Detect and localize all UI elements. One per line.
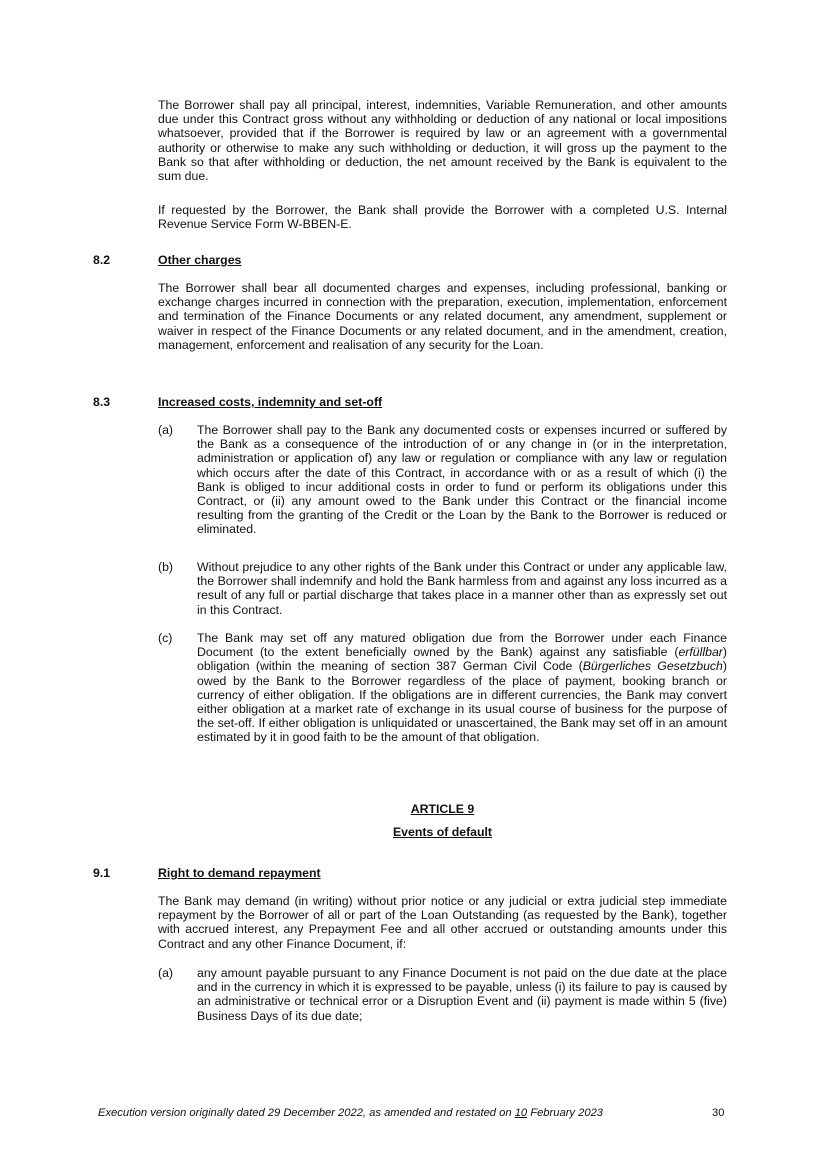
italic-term-bgb: Bürgerliches Gesetzbuch xyxy=(582,659,723,674)
section-9-1-heading: Right to demand repayment xyxy=(158,866,321,880)
article-title: ARTICLE 9 xyxy=(410,802,475,816)
section-8-2-number: 8.2 xyxy=(93,253,111,267)
section-9-1-text: The Bank may demand (in writing) without prior notice or any judicial or extra judicial step immediate repayment by the Borrower of all or part of the Loan Outstanding (as requested by the Bank), together with accrued interest, any Prepayment Fee and all other accrued or outstanding amounts under this Contract and any other Finance Document, if: xyxy=(158,894,727,951)
section-8-2-heading: Other charges xyxy=(158,253,242,267)
footer-version-note: Execution version originally dated 29 December 2022, as amended and restated on 10 February 2023 xyxy=(98,1107,604,1119)
italic-term-erfullbar: erfüllbar xyxy=(678,645,723,660)
section-8-3-number: 8.3 xyxy=(93,395,111,409)
item-9-1-a-text: any amount payable pursuant to any Finance Document is not paid on the due date at the place and in the currency in which it is expressed to be payable, unless (i) its failure to pay is caused by an administrative or technical error or a Disruption Event and (ii) payment is made within 5 (five) Business Days of its due date; xyxy=(197,966,727,1023)
section-8-2-text: The Borrower shall bear all documented charges and expenses, including professional, banking or exchange charges incurred in connection with the preparation, execution, implementation, enforcement and termination of the Finance Documents or any related document, any amendment, supplement or waiver in respect of the Finance Documents or any related document, and in the amendment, creation, management, enforcement and realisation of any security for the Loan. xyxy=(158,281,727,352)
item-b-text: Without prejudice to any other rights of the Bank under this Contract or under any applicable law, the Borrower shall indemnify and hold the Bank harmless from and against any loss incurred as a result of any full or partial discharge that takes place in a manner other than as expressly set out in this Contract. xyxy=(197,560,727,617)
item-a-label: (a) xyxy=(158,423,174,437)
article-subtitle: Events of default xyxy=(392,825,493,839)
item-c-text: The Bank may set off any matured obligation due from the Borrower under each Finance Document (to the extent beneficially owned by the Bank) against any satisfiable (erfüllbar) obligation (within the meaning of section 387 German Civil Code (Bürgerliches Gesetzbuch) owed by the Bank to the Borrower regardless of the place of payment, booking branch or currency of either obligation. If the obligations are in different currencies, the Bank may convert either obligation at a market rate of exchange in its usual course of business for the purpose of the set-off. If either obligation is unliquidated or unascertained, the Bank may set off in an amount estimated by it in good faith to be the amount of that obligation. xyxy=(197,631,728,745)
section-8-3-heading: Increased costs, indemnity and set-off xyxy=(158,395,383,409)
section-9-1-number: 9.1 xyxy=(93,866,111,880)
intro-paragraph-2: If requested by the Borrower, the Bank shall provide the Borrower with a completed U.S. Internal Revenue Service Form W-BBEN-E. xyxy=(158,203,727,232)
item-a-text: The Borrower shall pay to the Bank any documented costs or expenses incurred or suffered by the Bank as a consequence of the introduction of or any change in (or in the interpretation, administration or application of) any law or regulation or compliance with any law or regulation which occurs after the date of this Contract, in accordance with or as a result of which (i) the Bank is obliged to incur additional costs in order to fund or perform its obligations under this Contract, or (ii) any amount owed to the Bank under this Contract or the financial income resulting from the granting of the Credit or the Loan by the Bank to the Borrower is reduced or eliminated. xyxy=(197,423,727,537)
item-b-label: (b) xyxy=(158,560,174,574)
page-number: 30 xyxy=(712,1107,725,1119)
item-c-label: (c) xyxy=(158,631,173,645)
item-9-1-a-label: (a) xyxy=(158,966,174,980)
intro-paragraph-1: The Borrower shall pay all principal, interest, indemnities, Variable Remuneration, and other amounts due under this Contract gross without any withholding or deduction of any national or local impositions whatsoever, provided that if the Borrower is required by law or an agreement with a governmental authority or otherwise to make any such withholding or deduction, it will gross up the payment to the Bank so that after withholding or deduction, the net amount received by the Bank is equivalent to the sum due. xyxy=(158,98,727,184)
